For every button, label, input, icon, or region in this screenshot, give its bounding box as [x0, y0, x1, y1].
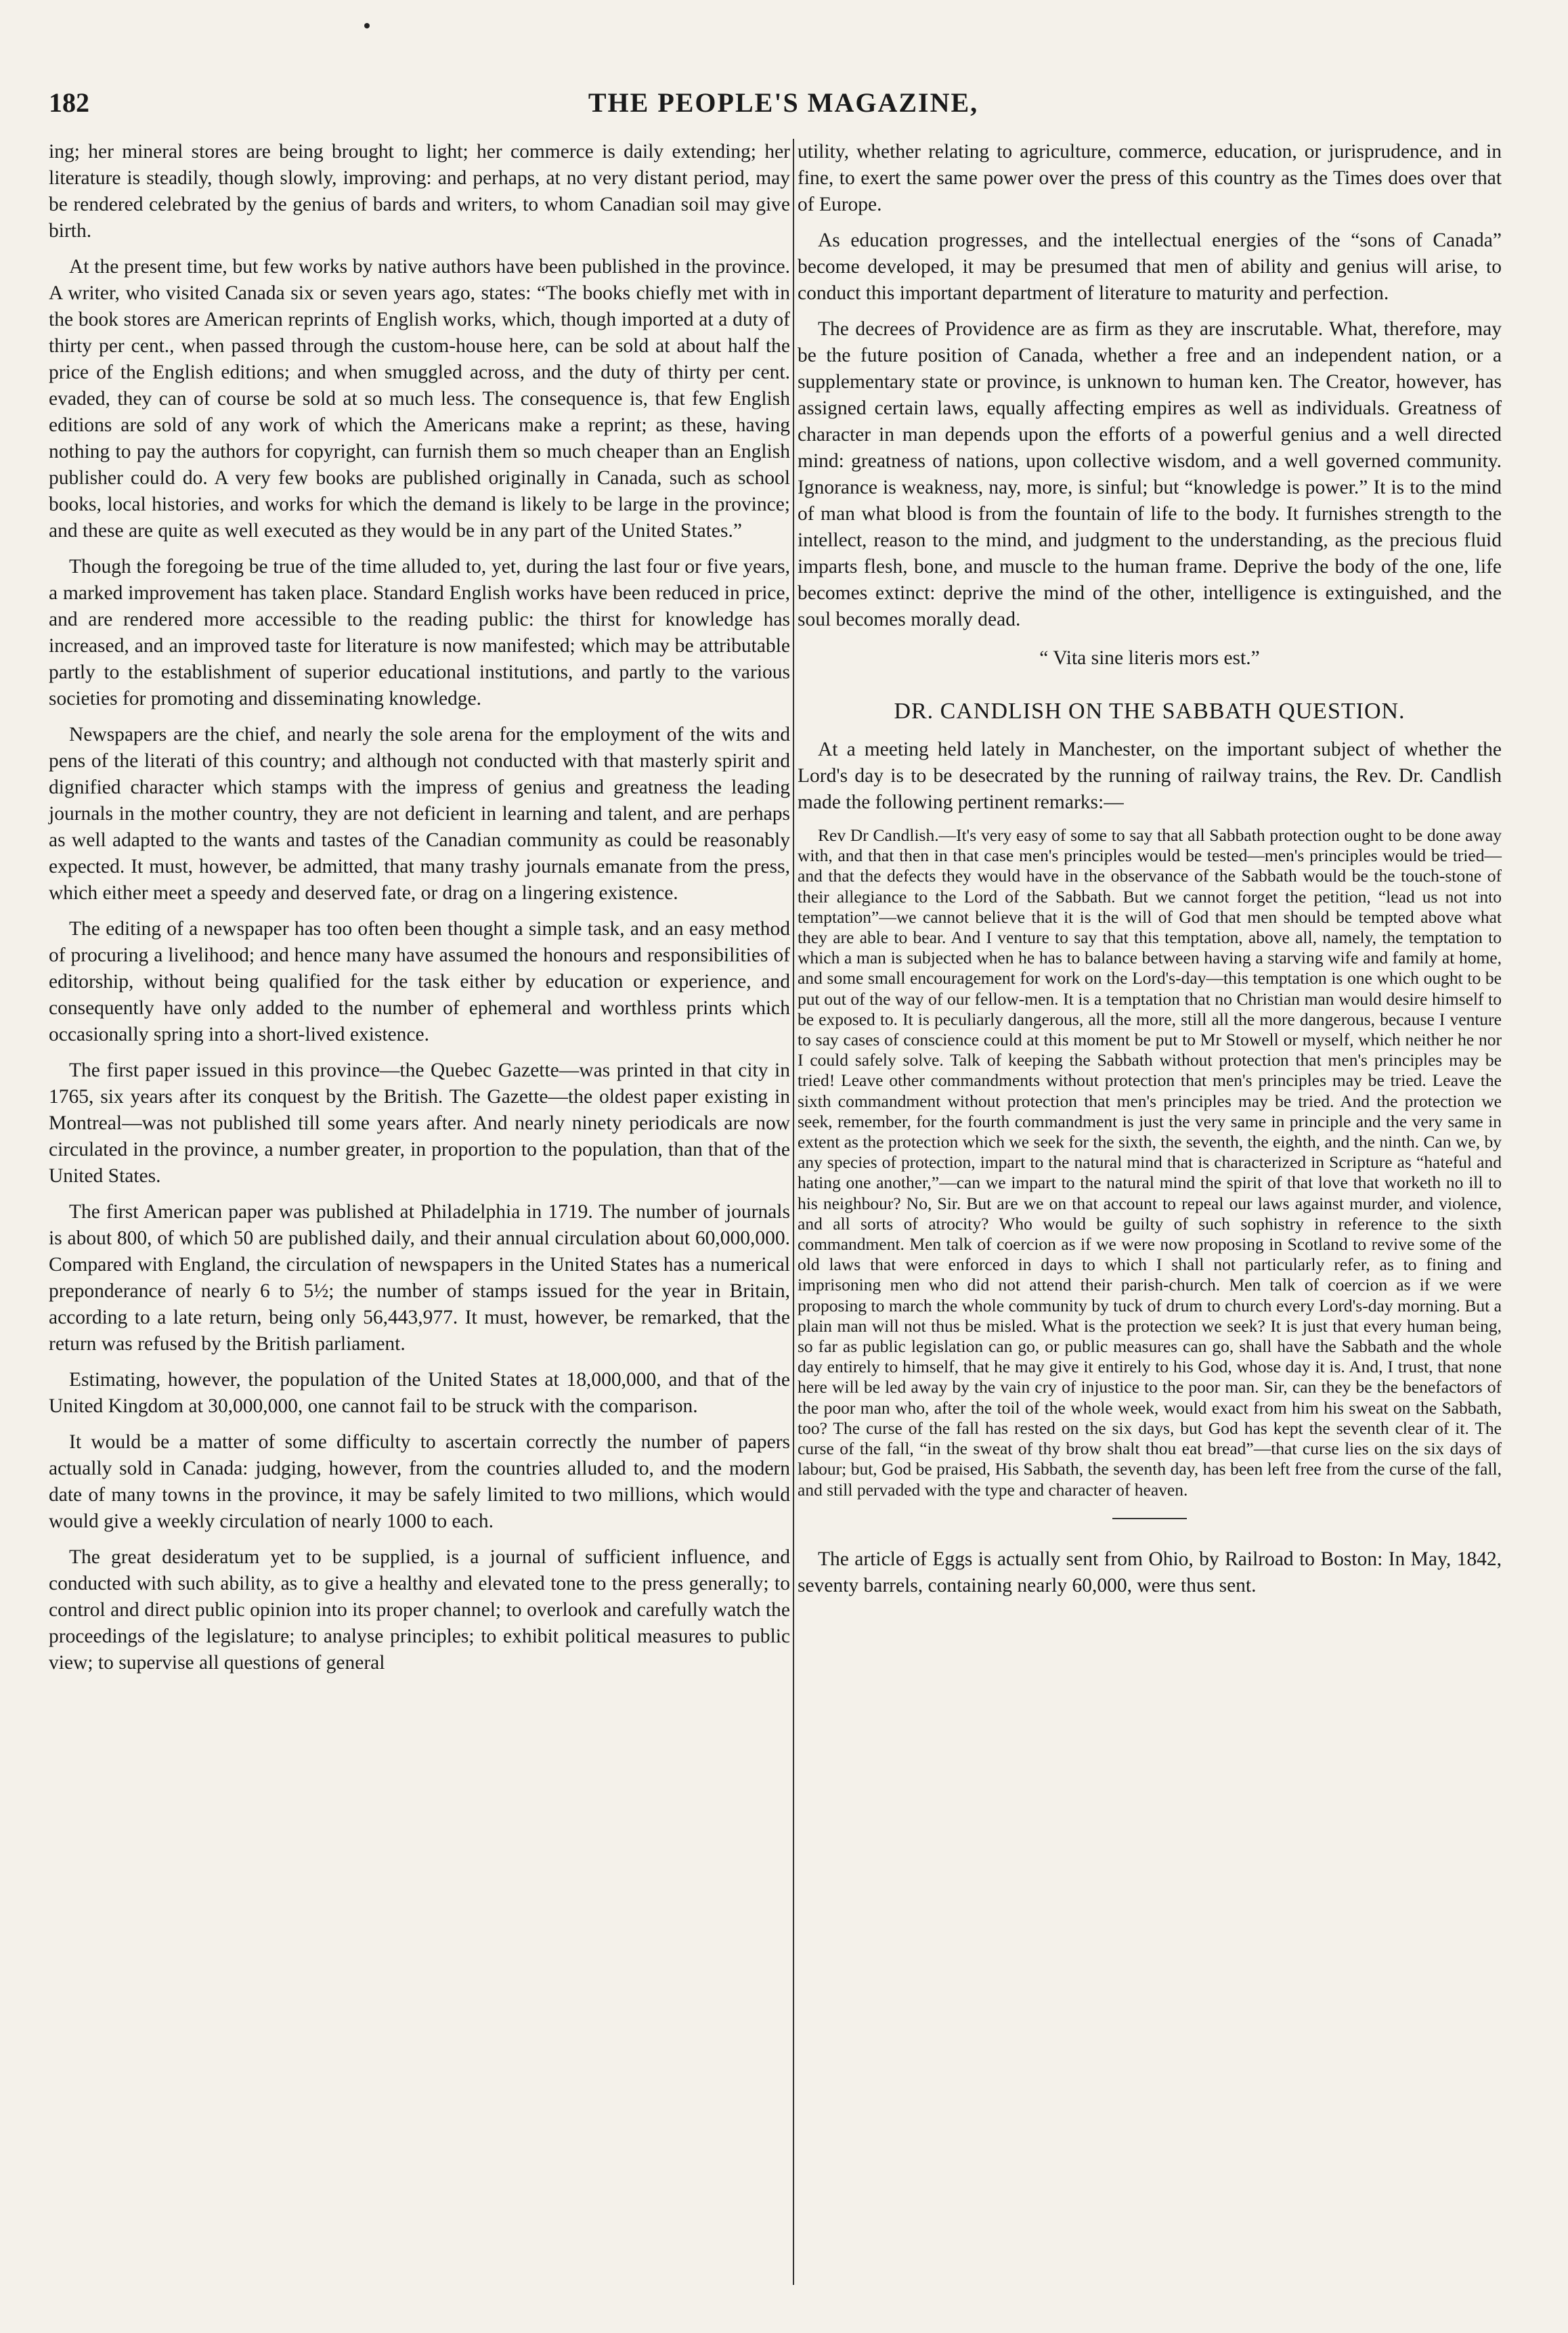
column-rule [793, 139, 794, 2285]
page-header [49, 87, 1518, 127]
paragraph: At the present time, but few works by native authors have been published in the province. A writer, who visited Canada six or seven years ago, states: “The books chiefly met with in the book stores are American reprints of English works, which, though imported at a duty of thirty per cent., when passed through the custom-house here, can be sold at about half the price of the English editions; and when smuggled across, and the duty of thirty per cent. evaded, they can of course be sold at so much less. The consequence is, that few English editions are sold of any work of which the Americans make a reprint; as these, having nothing to pay the authors for copyright, can furnish them so much cheaper than an English publisher could do. A very few books are published originally in Canada, such as school books, local histories, and works for which the demand is likely to be large in the province; and these are quite as well executed as they would be in any part of the United States.” [49, 256, 790, 542]
ink-dot [364, 23, 370, 28]
footnote: The article of Eggs is actually sent from Ohio, by Railroad to Boston: In May, 1842, seventy barrels, containing nearly 60,000, were thus sent. [798, 1548, 1502, 1596]
paragraph: Newspapers are the chief, and nearly the sole arena for the employment of the wits and pens of the literati of this country; and although not conducted with that masterly spirit and dignified character which stamps with the impress of genius and greatness the leading journals in the mother country, they are not deficient in learning and talent, and are perhaps as well adapted to the wants and tastes of the Canadian community as could be reasonably expected. It must, however, be admitted, that many trashy journals emanate from the press, which either meet a speedy and deserved fate, or drag on a lingering existence. [49, 724, 790, 904]
running-title: THE PEOPLE'S MAGAZINE, [588, 87, 979, 118]
paragraph: utility, whether relating to agriculture, commerce, education, or jurisprudence, and in fine, to exert the same power over the press of this country as the Times does over that of Europe. [798, 141, 1502, 215]
latin-quote: “ Vita sine literis mors est.” [1039, 647, 1260, 669]
right-column [798, 139, 1502, 1609]
paragraph: Though the foregoing be true of the time alluded to, yet, during the last four or five years, a marked improvement has taken place. Standard English works have been reduced in price, and are rendered more accessible to the reading public: the thirst for knowledge has increased, and an improved taste for literature is now manifested; which may be attributable partly to the establishment of superior educational institutions, and partly to the various societies for promoting and disseminating knowledge. [49, 556, 790, 710]
paragraph: As education progresses, and the intellectual energies of the “sons of Canada” become developed, it may be presumed that men of ability and genius will arise, to conduct this important department of literature to maturity and perfection. [798, 230, 1502, 304]
section-heading: DR. CANDLISH ON THE SABBATH QUESTION. [894, 699, 1406, 724]
article-intro: At a meeting held lately in Manchester, on the important subject of whether the Lord's day is to be desecrated by the running of railway trains, the Rev. Dr. Candlish made the following pertinent remarks:— [798, 739, 1502, 813]
paragraph: ing; her mineral stores are being brought to light; her commerce is daily extending; her literature is steadily, though slowly, improving: and perhaps, at no very distant period, may be rendered celebrated by the genius of bards and writers, to whom Canadian soil may give birth. [49, 141, 790, 242]
paragraph: The decrees of Providence are as firm as they are inscrutable. What, therefore, may be the future position of Canada, whether a free and an independent nation, or a supplementary state or province, is unknown to human ken. The Creator, however, has assigned certain laws, equally affecting empires as well as individuals. Greatness of character in man depends upon the efforts of a powerful genius and a well directed mind: greatness of nations, upon collective wisdom, and a well governed community. Ignorance is weakness, nay, more, is sinful; but “knowledge is power.” It is to the mind of man what blood is from the fountain of life to the body. It furnishes strength to the intellect, reason to the mind, and judgment to the understanding, as the precious fluid imparts flesh, bone, and muscle to the human frame. Deprive the body of the one, life becomes extinct: deprive the mind of the other, intelligence is extinguished, and the soul becomes morally dead. [798, 318, 1502, 630]
paragraph: The first American paper was published at Philadelphia in 1719. The number of journals is about 800, of which 50 are published daily, and their annual circulation about 60,000,000. Compared with England, the circulation of newspapers in the United States has a numerical preponderance of nearly 6 to 5½; the number of stamps issued for the year in Britain, according to a late return, being only 56,443,977. It must, however, be remarked, that the return was refused by the British parliament. [49, 1201, 790, 1355]
paragraph: Estimating, however, the population of the United States at 18,000,000, and that of the United Kingdom at 30,000,000, one cannot fail to be struck with the comparison. [49, 1369, 790, 1417]
paragraph: The great desideratum yet to be supplied, is a journal of sufficient influence, and conducted with such ability, as to give a healthy and elevated tone to the press generally; to control and direct public opinion into its proper channel; to overlook and carefully watch the proceedings of the legislature; to analyse principles; to exhibit political measures to public view; to supervise all questions of general [49, 1546, 790, 1674]
separator-rule [1112, 1518, 1187, 1519]
left-column [49, 139, 790, 1683]
speech-text: Rev Dr Candlish.—It's very easy of some to say that all Sabbath protection ought to be done away with, and that then in that case men's principles would be tested—men's principles would be tried—and that the defects they would have in the observance of the Sabbath would be the touch-stone of their allegiance to the Lord of the Sabbath. But we cannot forget the petition, “lead us not into temptation”—we cannot believe that it is the will of God that men should be tempted above what they are able to bear. And I venture to say that this temptation, above all, namely, the temptation to which a man is subjected when he has to balance between having a starving wife and family at home, and some small encouragement for work on the Lord's-day—this temptation is one which ought to be put out of the way of our fellow-men. It is a temptation that no Christian man would desire himself to be exposed to. It is peculiarly dangerous, all the more, still all the more dangerous, because I venture to say cases of conscience could at this moment be put to Mr Stowell or myself, which neither he nor I could safely solve. Talk of keeping the Sabbath without protection that men's principles may be tried! Leave other commandments without protection that men's principles may be tried. Leave the sixth commandment without protection that men's principles may be tried. And the protection we seek, remember, for the fourth commandment is just the very same in principle and the very same in extent as the protection which we seek for the sixth, the seventh, the eighth, and the ninth. Can we, by any species of protection, impart to the natural mind that is characterized in Scripture as “hateful and hating one another,”—can we impart to the natural mind the spirit of that love that worketh no ill to his neighbour? No, Sir. But are we on that account to repeal our laws against murder, and violence, and all sorts of atrocity? Who would be guilty of such sophistry in reference to the sixth commandment. Men talk of coercion as if we were now proposing in Scotland to revive some of the old laws that were enforced in days to which I shall not particularly refer, as to fining and imprisoning men who did not attend their parish-church. Men talk of coercion as if we were proposing to march the whole community by tuck of drum to church every Lord's-day morning. But a plain man will not thus be misled. What is the protection we seek? It is just that every human being, so far as public legislation can go, or public measures can go, shall have the Sabbath and the whole day entirely to himself, that he may give it entirely to his God, whose day it is. And, I trust, that none here will be led away by the vain cry of injustice to the poor man. Sir, can they be the benefactors of the poor man who, after the toil of the whole week, would exact from him his sweat on the Sabbath, too? The curse of the fall has rested on the six days, but God has kept the seventh clear of it. The curse of the fall, “in the sweat of thy brow shalt thou eat bread”—that curse lies on the six days of labour; but, God be praised, His Sabbath, the seventh day, has been left free from the curse of the fall, and still pervaded with the type and character of heaven. [798, 825, 1502, 1500]
paragraph: The editing of a newspaper has too often been thought a simple task, and an easy method of procuring a livelihood; and hence many have assumed the honours and responsibilities of editorship, without being qualified for the task either by education or experience, and consequently have only added to the number of ephemeral and worthless prints which occasionally spring into a short-lived existence. [49, 918, 790, 1045]
paragraph: The first paper issued in this province—the Quebec Gazette—was printed in that city in 1765, six years after its conquest by the British. The Gazette—the oldest paper existing in Montreal—was not published till some years after. And nearly ninety periodicals are now circulated in the province, a number greater, in proportion to the population, than that of the United States. [49, 1060, 790, 1187]
paragraph: It would be a matter of some difficulty to ascertain correctly the number of papers actually sold in Canada: judging, however, from the countries alluded to, and the modern date of many towns in the province, it may be safely limited to two millions, which would would give a weekly circulation of nearly 1000 to each. [49, 1431, 790, 1532]
page-number: 182 [49, 87, 89, 118]
